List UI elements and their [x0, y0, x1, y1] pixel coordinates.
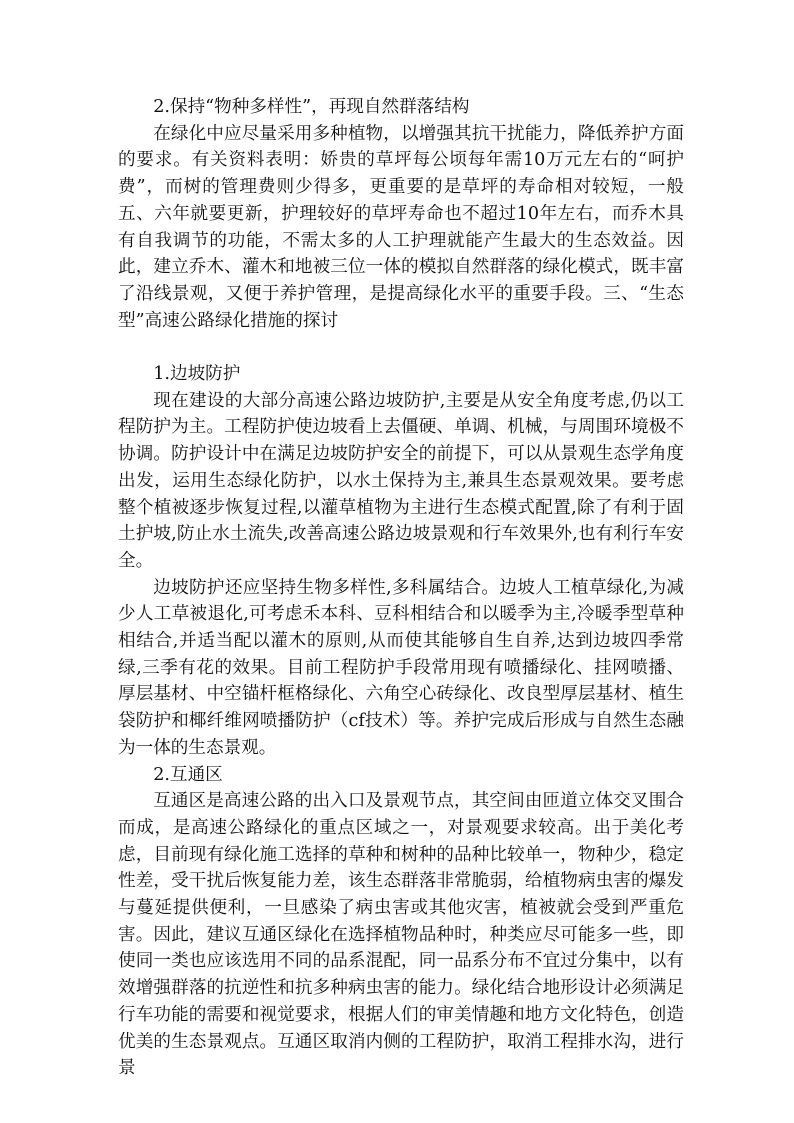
paragraph-species-diversity: 在绿化中应尽量采用多种植物，以增强其抗干扰能力，降低养护方面的要求。有关资料表明：娇贵的草坪每公顷每年需10万元左右的“呵护费”，而树的管理费则少得多，更重要的是草坪的寿命相对较短，一般五、六年就要更新，护理较好的草坪寿命也不超过10年左右，而乔木具有自我调节的功能，不需太多的人工护理就能产生最大的生态效益。因此，建立乔木、灌木和地被三位一体的模拟自然群落的绿化模式，既丰富了沿线景观，又便于养护管理，是提高绿化水平的重要手段。三、“生态型”高速公路绿化措施的探讨 — [118, 123, 684, 331]
section-spacer — [118, 334, 684, 361]
document-page — [118, 94, 684, 1082]
section-heading-interchange: 2.互通区 — [153, 764, 223, 785]
section-heading-slope-protection: 1.边坡防护 — [153, 364, 241, 385]
paragraph-interchange: 互通区是高速公路的出入口及景观节点，其空间由匝道立体交叉围合而成，是高速公路绿化的重点区域之一，对景观要求较高。出于美化考虑，目前现有绿化施工选择的草种和树种的品种比较单一，物种少，稳定性差，受干扰后恢复能力差，该生态群落非常脆弱，给植物病虫害的爆发与蔓延提供便利，一旦感染了病虫害或其他灾害，植被就会受到严重危害。因此，建议互通区绿化在选择植物品种时，种类应尽可能多一些，即使同一类也应该选用不同的品系混配，同一品系分布不宜过分集中，以有效增强群落的抗逆性和抗多种病虫害的能力。绿化结合地形设计必须满足行车功能的需要和视觉要求，根据人们的审美情趣和地方文化特色，创造优美的生态景观点。互通区取消内侧的工程防护，取消工程排水沟，进行景 — [118, 791, 684, 1079]
section-heading-species-diversity: 2.保持“物种多样性”，再现自然群落结构 — [153, 97, 470, 117]
paragraph-slope-protection-1: 现在建设的大部分高速公路边坡防护,主要是从安全角度考虑,仍以工程防护为主。工程防护使边坡看上去僵硬、单调、机械，与周围环境极不协调。防护设计中在满足边坡防护安全的前提下，可以从景观生态学角度出发，运用生态绿化防护，以水土保持为主,兼具生态景观效果。要考虑整个植被逐步恢复过程,以灌草植物为主进行生态模式配置,除了有利于固土护坡,防止水土流失,改善高速公路边坡景观和行车效果外,也有利行车安全。 — [118, 390, 684, 571]
paragraph-slope-protection-2: 边坡防护还应坚持生物多样性,多科属结合。边坡人工植草绿化,为减少人工草被退化,可考虑禾本科、豆科相结合和以暖季为主,冷暖季型草种相结合,并适当配以灌木的原则,从而使其能够自生自养,达到边坡四季常绿,三季有花的效果。目前工程防护手段常用现有喷播绿化、挂网喷播、厚层基材、中空锚杆框格绿化、六角空心砖绿化、改良型厚层基材、植生袋防护和椰纤维网喷播防护（cf技术）等。养护完成后形成与自然生态融为一体的生态景观。 — [118, 577, 684, 758]
